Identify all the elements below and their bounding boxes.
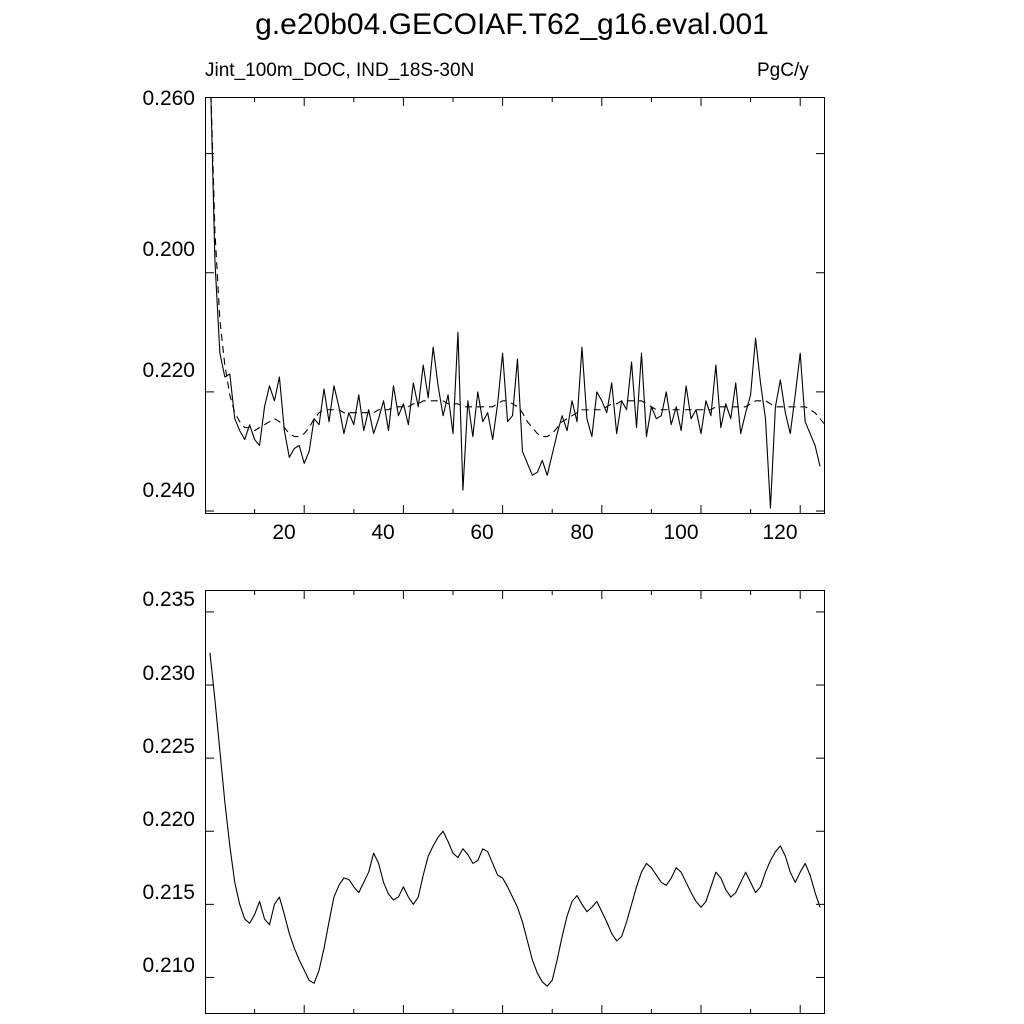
bottom-plot-frame (206, 591, 825, 1014)
series-smoothed (210, 97, 825, 437)
top-xtick-1: 40 (371, 521, 395, 544)
top-plot-canvas (205, 97, 825, 514)
bottom-ytick-3: 0.225 (142, 735, 195, 758)
bottom-data-lines (210, 653, 820, 986)
bottom-ytick-4: 0.230 (142, 662, 195, 685)
top-plot-frame (206, 98, 825, 514)
top-ytick-0: 0.200 (142, 238, 195, 261)
panel-subtitle-left: Jint_100m_DOC, IND_18S-30N (205, 60, 475, 81)
bottom-ytick-5: 0.235 (142, 588, 195, 611)
series-annual (210, 97, 820, 508)
bottom-plot-canvas (205, 590, 825, 1014)
page-title: g.e20b04.GECOIAF.T62_g16.eval.001 (255, 8, 769, 41)
bottom-ytick-2: 0.220 (142, 808, 195, 831)
bottom-plot-panel (142, 588, 825, 1014)
panel-units-label: PgC/y (757, 60, 809, 81)
top-xtick-0: 20 (272, 521, 296, 544)
top-xtick-5: 120 (762, 521, 798, 544)
top-ytick-1: 0.220 (142, 359, 195, 382)
bottom-ytick-0: 0.210 (142, 954, 195, 977)
bottom-axis-ticks (205, 590, 825, 1014)
bottom-ytick-1: 0.215 (142, 881, 195, 904)
top-xtick-4: 100 (663, 521, 699, 544)
top-ytick-2: 0.240 (142, 479, 195, 502)
top-xtick-2: 60 (470, 521, 494, 544)
top-axis-ticks (205, 97, 825, 514)
top-data-lines (210, 97, 825, 508)
top-xtick-3: 80 (570, 521, 594, 544)
top-plot-panel (142, 87, 825, 544)
top-ytick-3: 0.260 (142, 87, 195, 110)
series-smoothed (210, 653, 820, 986)
